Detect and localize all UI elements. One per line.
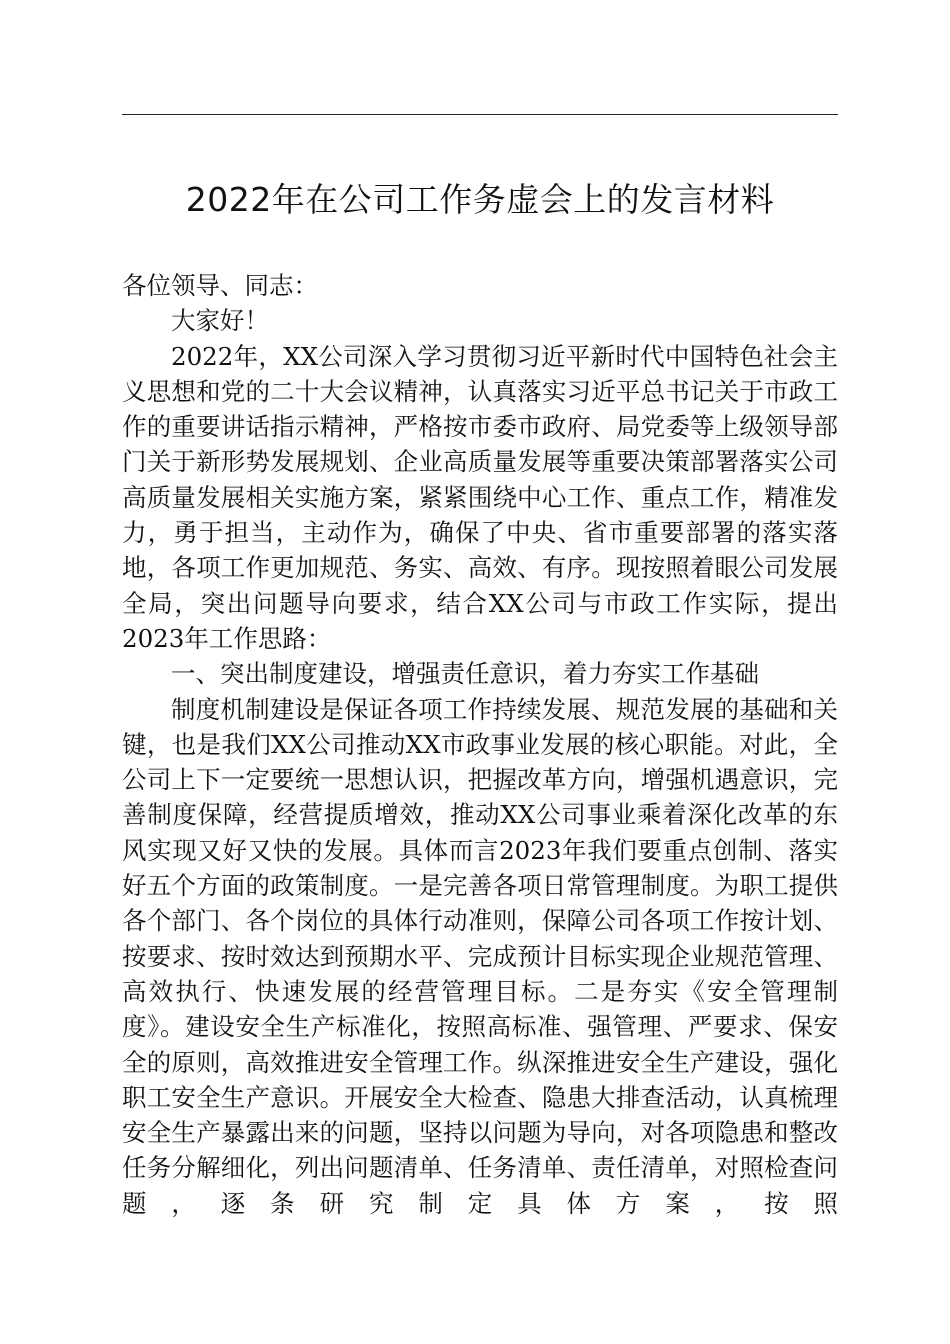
greeting: 大家好！ bbox=[171, 306, 269, 336]
header-rule bbox=[122, 114, 838, 115]
section-heading-1: 一、突出制度建设，增强责任意识，着力夯实工作基础 bbox=[171, 659, 759, 689]
document-body bbox=[122, 268, 838, 1221]
salutation: 各位领导、同志： bbox=[122, 271, 318, 300]
paragraph-intro: 2022年，XX公司深入学习贯彻习近平新时代中国特色社会主义思想和党的二十大会议精神，认真落实习近平总书记关于市政工作的重要讲话指示精神，严格按市委市政府、局党委等上级领导部门关于新形势发展规划、企业高质量发展等重要决策部署落实公司高质量发展相关实施方案，紧紧围绕中心工作、重点工作，精准发力，勇于担当，主动作为，确保了中央、省市重要部署的落实落地，各项工作更加规范、务实、高效、有序。现按照着眼公司发展全局，突出问题导向要求，结合XX公司与市政工作实际，提出2023年工作思路： bbox=[122, 341, 838, 653]
paragraph-institution-building: 制度机制建设是保证各项工作持续发展、规范发展的基础和关键，也是我们XX公司推动XX市政事业发展的核心职能。对此，全公司上下一定要统一思想认识，把握改革方向，增强机遇意识，完善制度保障，经营提质增效，推动XX公司事业乘着深化改革的东风实现又好又快的发展。具体而言2023年我们要重点创制、落实好五个方面的政策制度。一是完善各项日常管理制度。为职工提供各个部门、各个岗位的具体行动准则，保障公司各项工作按计划、按要求、按时效达到预期水平、完成预计目标实现企业规范管理、高效执行、快速发展的经营管理目标。二是夯实《安全管理制度》。建设安全生产标准化，按照高标准、强管理、严要求、保安全的原则，高效推进安全管理工作。纵深推进安全生产建设，强化职工安全生产意识。开展安全大检查、隐患大排查活动，认真梳理安全生产暴露出来的问题，坚持以问题为导向，对各项隐患和整改任务分解细化，列出问题清单、任务清单、责任清单，对照检查问题，逐条研究制定具体方案，按照 bbox=[122, 694, 838, 1218]
document-title: 2022年在公司工作务虚会上的发言材料 bbox=[185, 180, 775, 219]
